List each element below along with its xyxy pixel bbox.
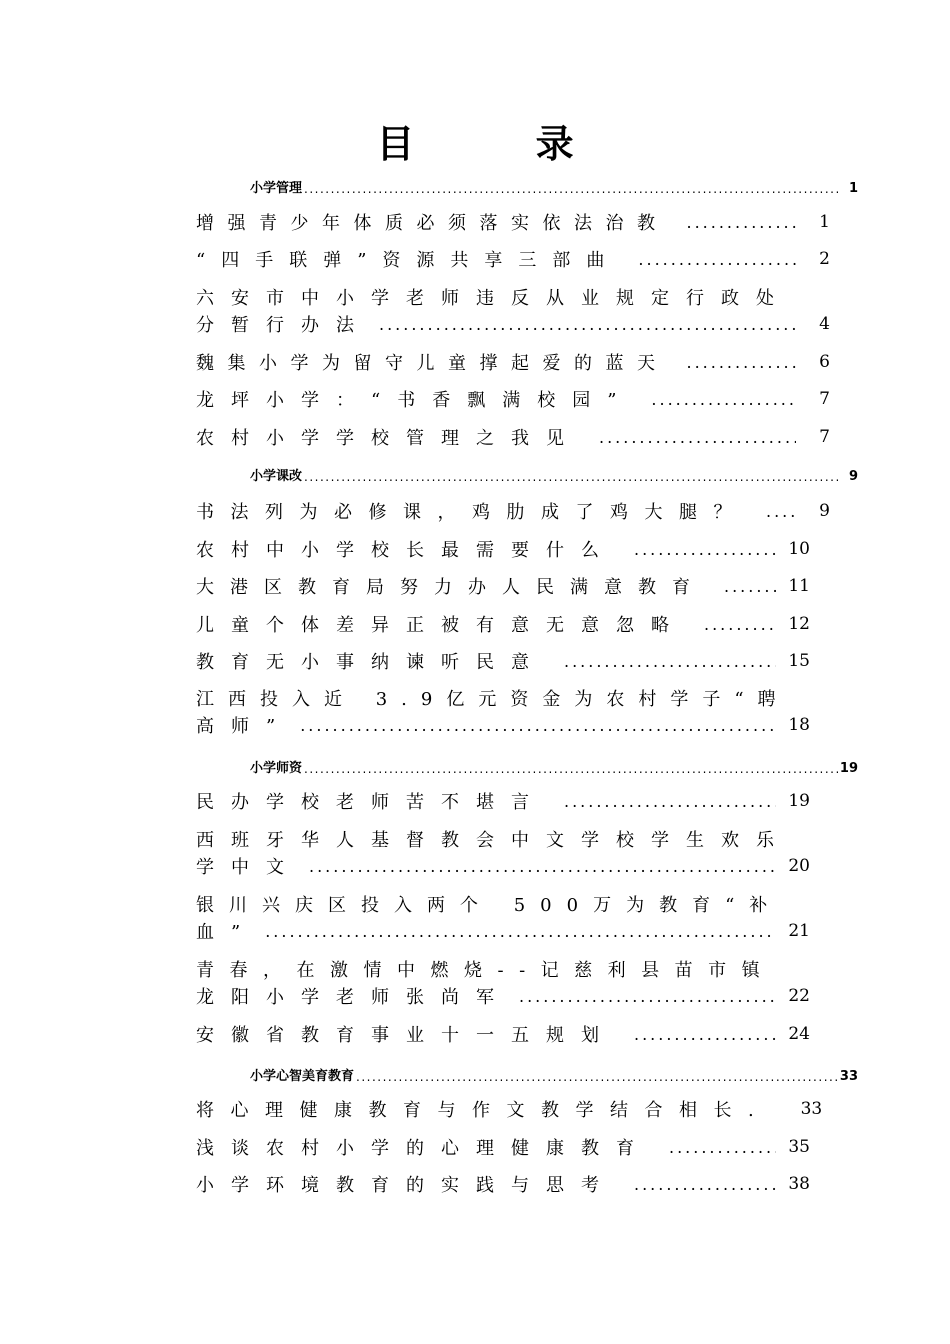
entry-title: 农村中小学校长最需要什么 — [196, 540, 616, 561]
section-page-number: 33 — [839, 1069, 858, 1084]
toc-section-mental-aesthetic[interactable] — [250, 1060, 858, 1084]
section-label: 小学师资 — [250, 761, 303, 776]
dot-leader — [599, 428, 796, 447]
dot-leader — [265, 922, 776, 941]
entry-title: 小学环境教育的实践与思考 — [196, 1175, 616, 1196]
toc-entry[interactable] — [196, 646, 830, 676]
page-title: 目 录 — [376, 122, 628, 166]
dot-leader — [634, 1025, 776, 1044]
entry-title: 儿童个体差异正被有意无意忽略 — [196, 615, 686, 636]
entry-title-line2: 龙阳小学老师张尚军 — [196, 987, 511, 1008]
entry-title-line2: 学中文 — [196, 857, 301, 878]
dot-leader — [304, 182, 838, 196]
toc-entry[interactable] — [196, 786, 830, 816]
dot-leader — [669, 1138, 776, 1157]
entry-page-number: 12 — [788, 614, 810, 634]
entry-page-number: 4 — [819, 314, 830, 334]
section-page-number: 19 — [839, 761, 858, 776]
toc-entry[interactable] — [196, 954, 830, 1011]
entry-page-number: 15 — [788, 651, 810, 671]
entry-page-number: 11 — [788, 576, 810, 596]
section-label: 小学课改 — [250, 469, 303, 484]
dot-leader — [634, 540, 776, 559]
toc-entry[interactable] — [196, 1019, 830, 1049]
entry-title: 民办学校老师苦不堪言 — [196, 792, 546, 813]
toc-section-teachers[interactable] — [250, 752, 858, 776]
entry-page-number: 38 — [788, 1174, 810, 1194]
entry-page-number: 10 — [788, 539, 810, 559]
toc-entry[interactable] — [196, 347, 830, 377]
toc-entry[interactable] — [196, 683, 830, 740]
dot-leader — [687, 213, 797, 232]
entry-page-number: 7 — [819, 427, 830, 447]
dot-leader — [304, 762, 838, 776]
entry-page-number: 2 — [819, 249, 830, 269]
entry-title: 龙坪小学：“书香飘满校园” — [196, 390, 634, 411]
entry-title: “四手联弹”资源共享三部曲 — [196, 250, 621, 271]
entry-page-number: 24 — [788, 1024, 810, 1044]
dot-leader — [634, 1175, 776, 1194]
toc-entry[interactable] — [196, 282, 830, 339]
toc-entry[interactable] — [196, 1094, 830, 1124]
entry-title-line2: 分暂行办法 — [196, 315, 371, 336]
dot-leader — [724, 577, 776, 596]
toc-entry[interactable] — [196, 1169, 830, 1199]
entry-page-number: 33 — [800, 1099, 823, 1119]
toc-entry[interactable] — [196, 609, 830, 639]
entry-page-number: 21 — [788, 921, 810, 941]
dot-leader — [519, 987, 776, 1006]
dot-leader — [379, 315, 796, 334]
entry-title-line1: 银川兴庆区投入两个 500万为教育“补 — [196, 895, 783, 916]
entry-title-line1: 六安市中小学老师违反从业规定行政处 — [196, 288, 791, 309]
dot-leader — [356, 1070, 838, 1084]
dot-leader — [766, 502, 796, 521]
entry-title-line1: 西班牙华人基督教会中文学校学生欢乐 — [196, 830, 791, 851]
toc-entry[interactable] — [196, 422, 830, 452]
entry-page-number: 19 — [788, 791, 810, 811]
section-label: 小学管理 — [250, 181, 303, 196]
toc-entry[interactable] — [196, 384, 830, 414]
entry-title: 将心理健康教育与作文教学结合相长. — [196, 1100, 771, 1121]
entry-title: 大港区教育局努力办人民满意教育 — [196, 577, 706, 598]
entry-page-number: 22 — [788, 986, 810, 1006]
entry-title: 农村小学学校管理之我见 — [196, 428, 581, 449]
entry-page-number: 7 — [819, 389, 830, 409]
dot-leader — [651, 390, 796, 409]
entry-title-line2: 高师” — [196, 716, 293, 737]
toc-entry[interactable] — [196, 1132, 830, 1162]
entry-title-line1: 青春，在激情中燃烧--记慈利县苗市镇 — [196, 960, 776, 981]
dot-leader — [704, 615, 776, 634]
toc-entry[interactable] — [196, 207, 830, 237]
entry-page-number: 6 — [819, 352, 830, 372]
section-page-number: 9 — [848, 469, 858, 484]
toc-entry[interactable] — [196, 571, 830, 601]
entry-page-number: 20 — [788, 856, 810, 876]
section-page-number: 1 — [848, 181, 858, 196]
entry-title: 浅谈农村小学的心理健康教育 — [196, 1138, 651, 1159]
entry-title: 安徽省教育事业十一五规划 — [196, 1025, 616, 1046]
toc-entry[interactable] — [196, 496, 830, 526]
entry-title: 增强青少年体质必须落实依法治教 — [196, 213, 669, 234]
entry-page-number: 18 — [788, 715, 810, 735]
entry-page-number: 9 — [819, 501, 830, 521]
entry-title: 教育无小事纳谏听民意 — [196, 652, 546, 673]
dot-leader — [564, 792, 776, 811]
entry-page-number: 1 — [819, 212, 830, 232]
toc-entry[interactable] — [196, 824, 830, 881]
entry-title: 书法列为必修课，鸡肋成了鸡大腿？ — [196, 502, 748, 523]
entry-title: 魏集小学为留守儿童撑起爱的蓝天 — [196, 353, 669, 374]
dot-leader — [309, 857, 776, 876]
toc-entry[interactable] — [196, 889, 830, 946]
dot-leader — [564, 652, 776, 671]
dot-leader — [638, 250, 796, 269]
section-label: 小学心智美育教育 — [250, 1069, 355, 1084]
toc-section-curriculum[interactable] — [250, 460, 858, 484]
toc-entry[interactable] — [196, 534, 830, 564]
dot-leader — [300, 716, 776, 735]
dot-leader — [687, 353, 797, 372]
dot-leader — [304, 470, 838, 484]
entry-title-line1: 江西投入近 3.9亿元资金为农村学子“聘 — [196, 689, 790, 710]
entry-page-number: 35 — [788, 1137, 810, 1157]
toc-entry[interactable] — [196, 244, 830, 274]
toc-section-management[interactable] — [250, 172, 858, 196]
entry-title-line2: 血” — [196, 922, 258, 943]
